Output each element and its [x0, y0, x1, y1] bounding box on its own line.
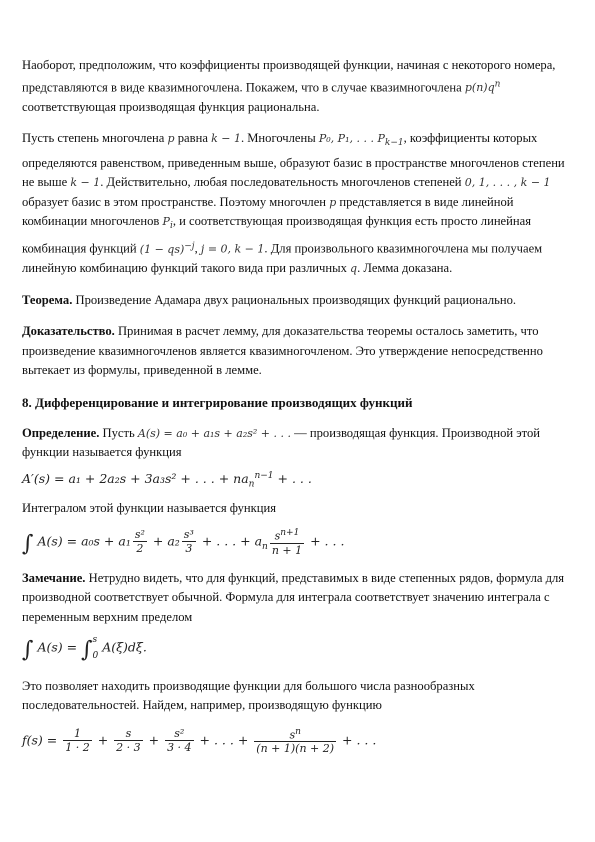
integral-intro: Интегралом этой функции называется функция: [22, 501, 277, 516]
integral-sign-icon: ∫: [81, 637, 93, 663]
paragraph-last: Это позволяет находить производящие функции для большого числа разнообразных последовательностей. Найдем, например, производящую функцию: [22, 678, 475, 712]
math-inline: k − 1: [70, 176, 101, 190]
proof-text: Принимая в расчет лемму, для доказательства теоремы осталось заметить, что произведение квазимногочленов является квазимногочленом. Это утверждение непосредственно вытекает из формулы, приведенной в лемме.: [22, 324, 543, 378]
derivative-formula: A′(s) = a₁ + 2a₂s + 3a₃s² + . . . + $na_n^{n-1}$ + . . .: [22, 470, 312, 490]
definition-label: Определение.: [22, 425, 100, 440]
math-inline: k − 1: [211, 132, 241, 146]
section-heading: 8. Дифференцирование и интегрирование производящих функций: [22, 394, 413, 410]
proof-label: Доказательство.: [22, 324, 115, 339]
math-inline: 0, 1, . . . , k − 1: [464, 176, 551, 190]
math-inline: $P_i$: [162, 215, 173, 232]
theorem-label: Теорема.: [22, 292, 73, 307]
definition-paragraph: Определение. Пусть A(s) = a₀ + a₁s + a₂s² + . . . — производящая функция. Производной этой функции называется функция: [22, 425, 541, 460]
remark-paragraph: [22, 569, 577, 628]
theorem-text: Произведение Адамара двух рациональных производящих функций рационально.: [72, 292, 517, 307]
remark-label: Замечание.: [22, 570, 86, 585]
text: Наоборот, предположим, что коэффициенты производящей функции, начиная с некоторого номера, представляются в виде квазимногочлена. Покажем, что в случае квазимногочлена: [22, 58, 556, 95]
integral-upper-limit-formula: ∫ A(s) = ∫ s 0 A(ξ)dξ.: [22, 635, 147, 663]
math-inline: p: [329, 195, 337, 209]
integral-formula: ∫ A(s) = a₀s + a₁ $\frac{\text{s²}}{2}$ + a₂ $\frac{\text{s³}}{3}$ + . . . + $a_n$ $\frac{s^{n+1}}{n + 1}$ + . . .: [22, 527, 345, 557]
integral-sign-icon: ∫: [22, 637, 34, 663]
paragraph-2: Пусть степень многочлена p равна k − 1. Многочлены P₀, P₁, . . . $P_{k-1}$, коэффициенты которых определяются равенством, приведенным выше, образуют базис в пространстве многочленов степени не выше k − 1. Действительно, любая последовательность многочленов степеней 0, 1, . . . , k − 1 образует базис в этом пространстве. Поэтому многочлен p представляется в виде линейной комбинации многочленов $P_i$, и соответствующая производящая функция есть просто линейная комбинация функций (1 − qs)$^{-j}$, j = 0, k − 1. Для произвольного квазимногочлена мы получаем линейную комбинацию функций такого вида при различных q. Лемма доказана.: [22, 131, 565, 276]
text: соответствующая производящая функция рациональна.: [22, 99, 320, 114]
math-inline: P₀, P₁, . . . $P_{k-1}$: [318, 132, 404, 149]
math-inline: j = 0, k − 1: [200, 242, 265, 256]
proof-paragraph: [22, 322, 577, 381]
math-inline: q: [350, 262, 358, 276]
paragraph-1: [22, 56, 577, 117]
remark-text: Нетрудно видеть, что для функций, представимых в виде степенных рядов, формула для производной соответствует обычной. Формула для интеграла соответствует значению интеграла с переменным верхним пределом: [22, 570, 565, 624]
integral-sign-icon: ∫: [22, 531, 34, 557]
final-series-formula: f(s) = $\frac{1}{1 \cdot 2}$ + $\frac{s}{2 \cdot 3}$ + $\frac{\text{s²}}{3 \cdot 4}$ + . . . + $\frac{s^n}{(n + 1)(n + 2)}$ + . . .: [22, 726, 377, 756]
math-inline: p: [167, 132, 175, 146]
math-inline: (1 − qs)$^{-j}$: [139, 241, 195, 256]
math-inline: A(s) = a₀ + a₁s + a₂s² + . . .: [137, 426, 291, 440]
theorem-paragraph: [22, 291, 577, 311]
document-page: [22, 56, 577, 765]
math-inline: $p(n)q^n$: [464, 79, 501, 95]
